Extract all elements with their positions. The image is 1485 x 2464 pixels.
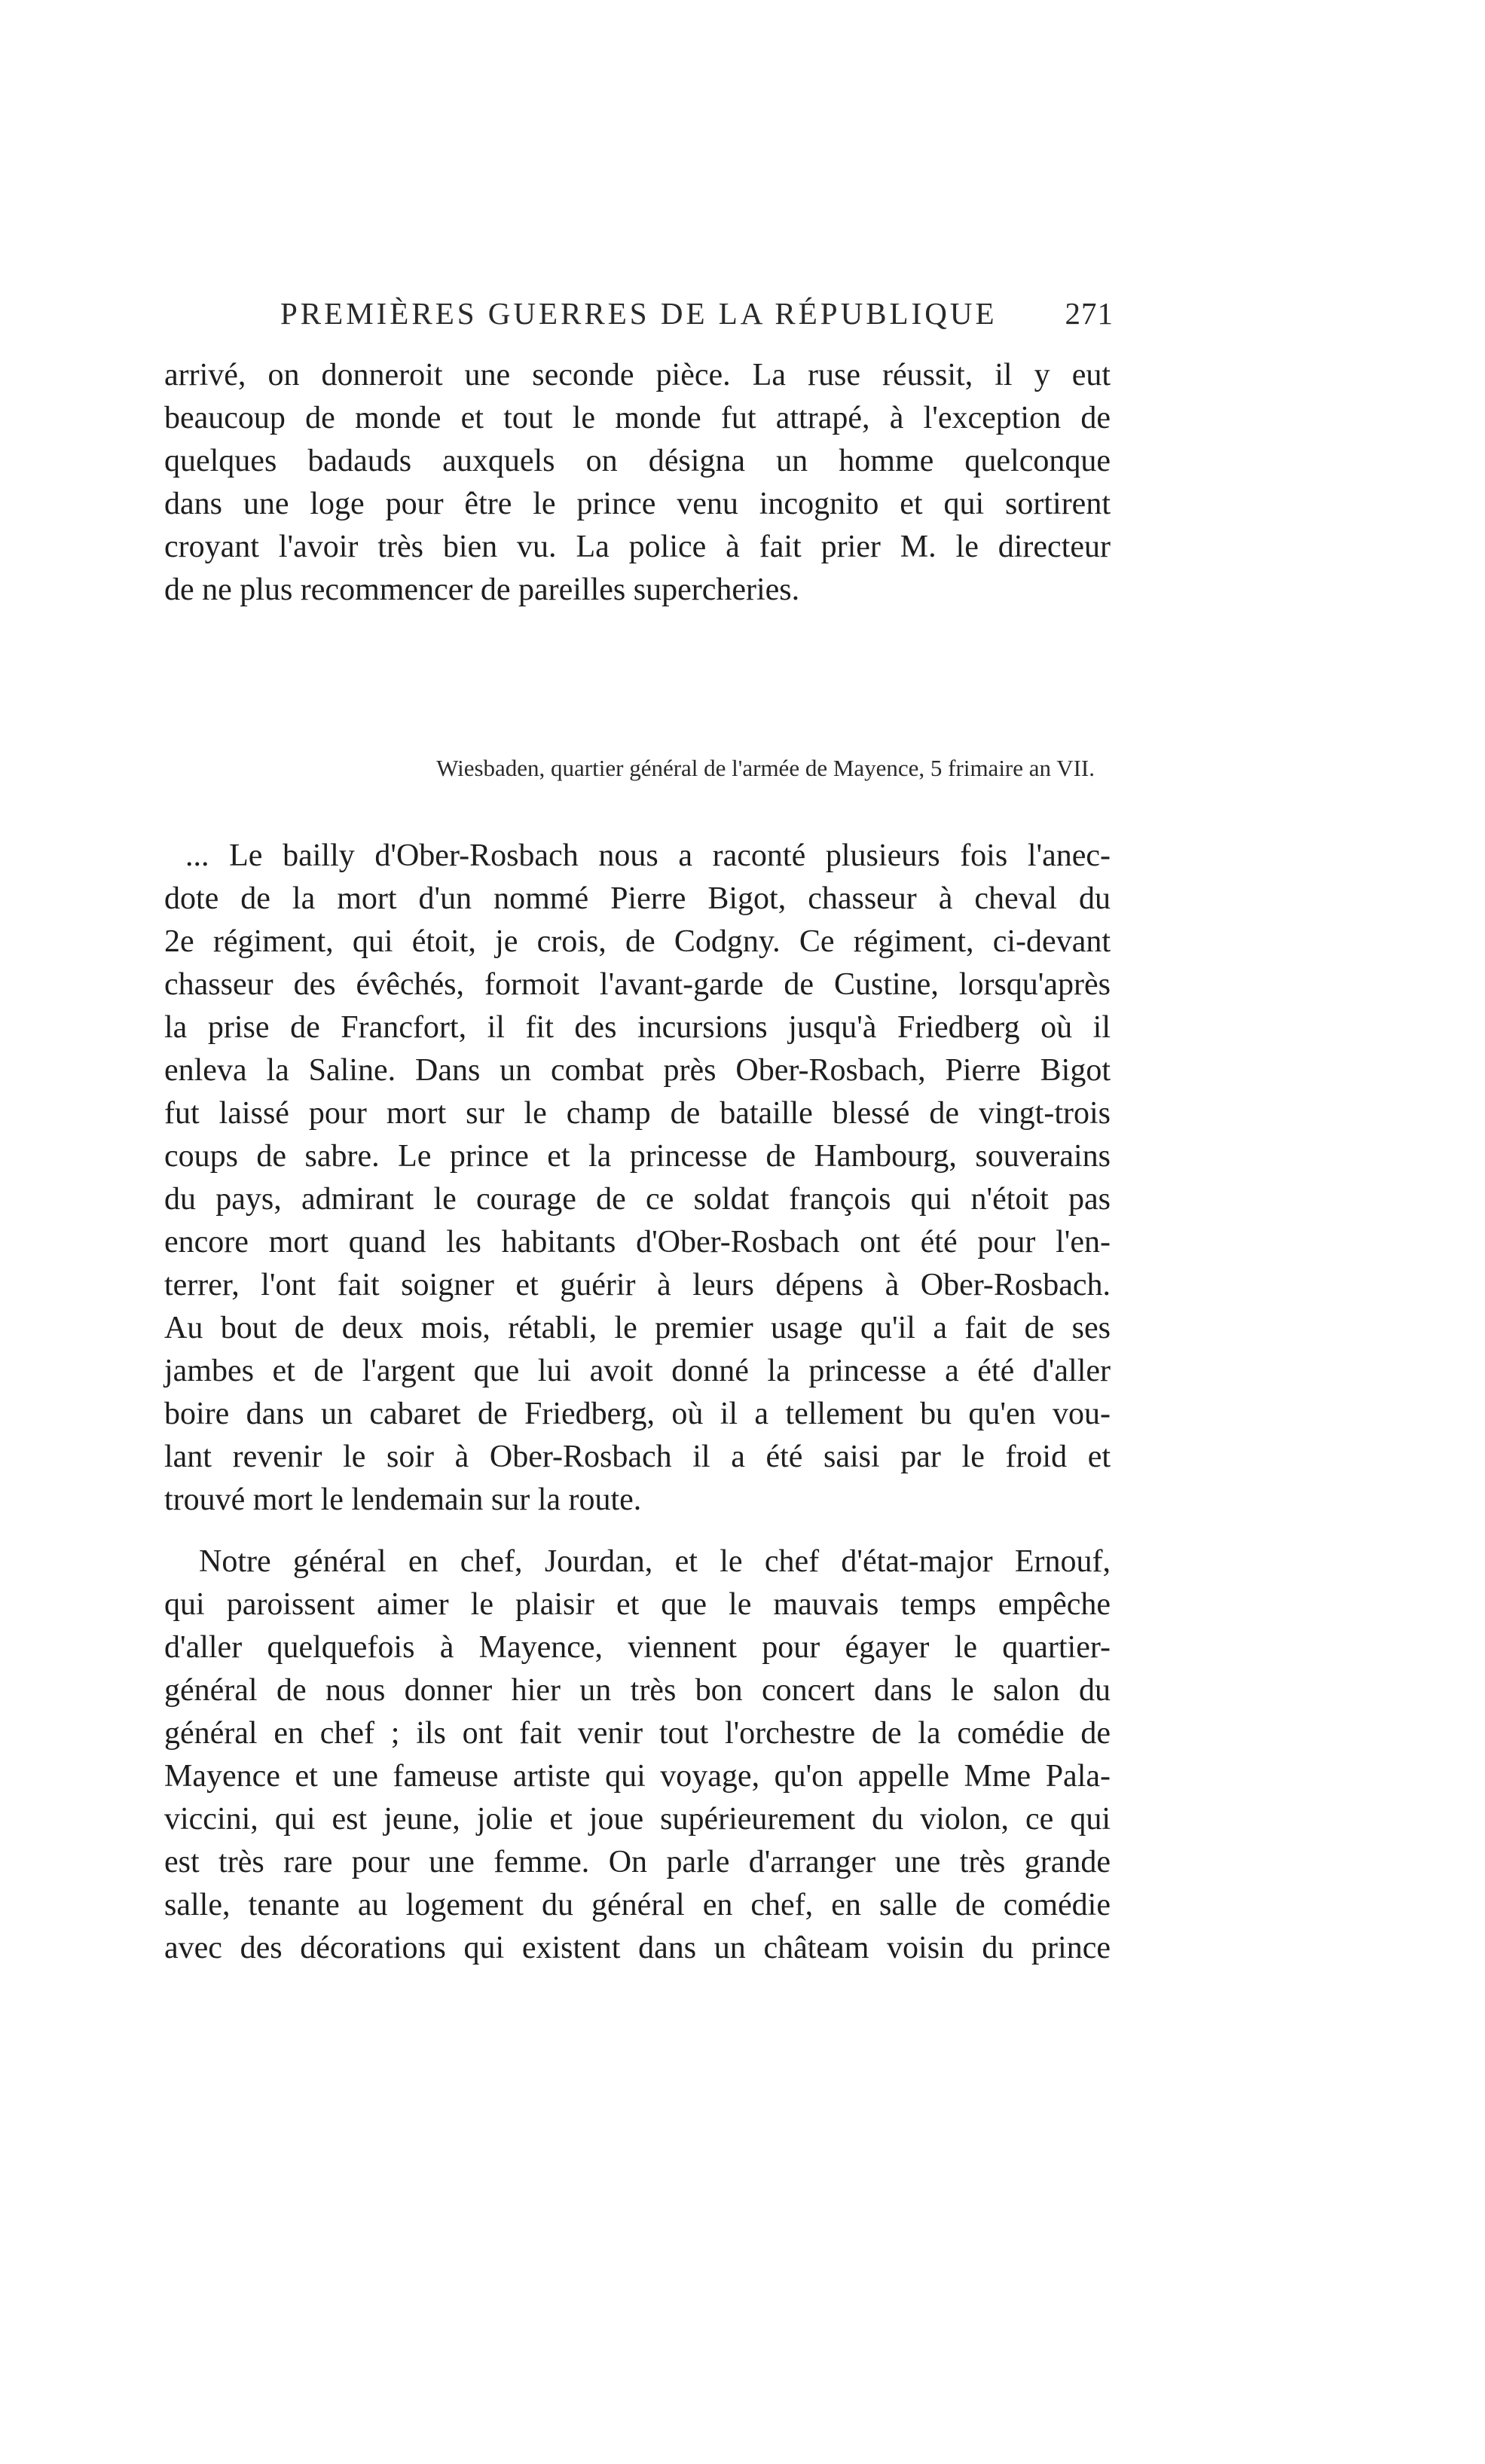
text-line: est très rare pour une femme. On parle d'arranger une très grande (164, 1845, 1111, 1879)
letter-dateline: Wiesbaden, quartier général de l'armée de Mayence, 5 frimaire an VII. (436, 755, 1095, 781)
text-line: encore mort quand les habitants d'Ober-Rosbach ont été pour l'en- (164, 1225, 1111, 1259)
text-line: Au bout de deux mois, rétabli, le premier usage qu'il a fait de ses (164, 1311, 1111, 1345)
text-line: ... Le bailly d'Ober-Rosbach nous a raconté plusieurs fois l'anec- (185, 838, 1111, 873)
text-line: général de nous donner hier un très bon concert dans le salon du (164, 1673, 1111, 1708)
text-line: d'aller quelquefois à Mayence, viennent pour égayer le quartier- (164, 1630, 1111, 1665)
text-line: lant revenir le soir à Ober-Rosbach il a été saisi par le froid et (164, 1440, 1111, 1474)
text-line: fut laissé pour mort sur le champ de bataille blessé de vingt-trois (164, 1096, 1111, 1131)
text-line: coups de sabre. Le prince et la princesse de Hambourg, souverains (164, 1139, 1111, 1174)
text-line: viccini, qui est jeune, jolie et joue supérieurement du violon, ce qui (164, 1802, 1111, 1837)
text-line: qui paroissent aimer le plaisir et que le mauvais temps empêche (164, 1587, 1111, 1622)
text-line: Notre général en chef, Jourdan, et le chef d'état-major Ernouf, (199, 1544, 1111, 1579)
text-line: terrer, l'ont fait soigner et guérir à leurs dépens à Ober-Rosbach. (164, 1268, 1111, 1302)
text-line: chasseur des évêchés, formoit l'avant-garde de Custine, lorsqu'après (164, 967, 1111, 1002)
text-line: enleva la Saline. Dans un combat près Ober-Rosbach, Pierre Bigot (164, 1053, 1111, 1088)
text-line: dote de la mort d'un nommé Pierre Bigot, chasseur à cheval du (164, 881, 1111, 916)
text-line: de ne plus recommencer de pareilles supercheries. (164, 572, 800, 607)
text-line: la prise de Francfort, il fit des incursions jusqu'à Friedberg où il (164, 1010, 1111, 1045)
text-line: 2e régiment, qui étoit, je crois, de Codgny. Ce régiment, ci-devant (164, 924, 1111, 959)
text-line: salle, tenante au logement du général en chef, en salle de comédie (164, 1888, 1111, 1922)
text-line: avec des décorations qui existent dans un châteam voisin du prince (164, 1931, 1111, 1965)
text-line: boire dans un cabaret de Friedberg, où il a tellement bu qu'en vou- (164, 1397, 1111, 1431)
page-number: 271 (1065, 296, 1114, 331)
text-line: croyant l'avoir très bien vu. La police à fait prier M. le directeur (164, 530, 1111, 564)
text-line: général en chef ; ils ont fait venir tout l'orchestre de la comédie de (164, 1716, 1111, 1751)
text-line: arrivé, on donneroit une seconde pièce. La ruse réussit, il y eut (164, 358, 1111, 392)
paragraph-concert (164, 1540, 1111, 1970)
running-title: PREMIÈRES GUERRES DE LA RÉPUBLIQUE (280, 296, 998, 331)
text-line: jambes et de l'argent que lui avoit donné la princesse a été d'aller (164, 1354, 1111, 1388)
page-header (280, 295, 1114, 340)
text-line: Mayence et une fameuse artiste qui voyage, qu'on appelle Mme Pala- (164, 1759, 1111, 1794)
paragraph-anecdote (164, 835, 1111, 1522)
text-line: du pays, admirant le courage de ce soldat françois qui n'étoit pas (164, 1182, 1111, 1217)
paragraph-continued (164, 354, 1111, 612)
text-line: quelques badauds auxquels on désigna un homme quelconque (164, 444, 1111, 478)
text-line: trouvé mort le lendemain sur la route. (164, 1482, 642, 1517)
text-line: dans une loge pour être le prince venu incognito et qui sortirent (164, 487, 1111, 521)
text-line: beaucoup de monde et tout le monde fut attrapé, à l'exception de (164, 401, 1111, 435)
